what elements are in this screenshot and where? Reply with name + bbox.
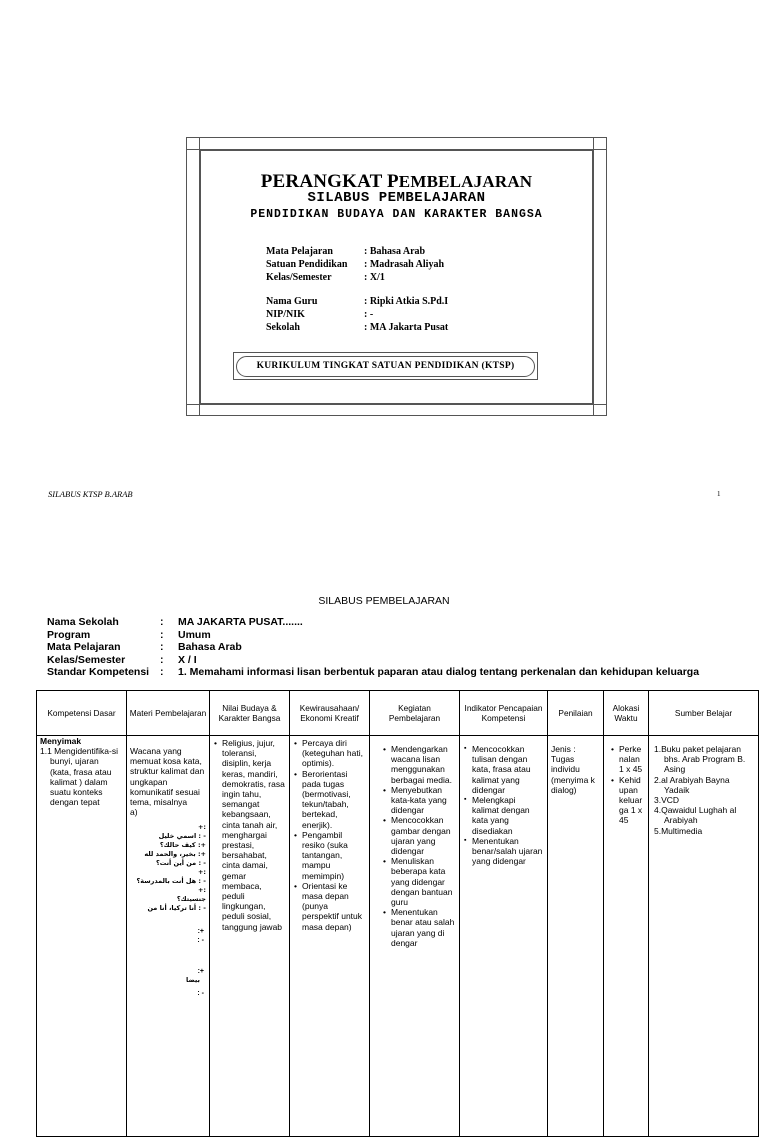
column-header: Kompetensi Dasar: [37, 691, 127, 736]
indikator-cell: [460, 736, 548, 1137]
info-value: MA JAKARTA PUSAT.......: [178, 616, 303, 628]
arabic-line: جنسيتك؟: [176, 895, 206, 904]
cover-subtitle-2: PENDIDIKAN BUDAYA DAN KARAKTER BANGSA: [250, 208, 543, 221]
kd-heading: Menyimak: [40, 736, 82, 746]
sumber-cell: [649, 736, 759, 1137]
materi-cell: [127, 736, 210, 1137]
cover-subtitle: SILABUS PEMBELAJARAN: [307, 190, 486, 206]
frame-corner-tick: [594, 404, 607, 405]
cover-title: PERANGKAT PEMBELAJARAN: [260, 171, 533, 192]
column-header: Indikator Pencapaian Kompetensi: [460, 691, 548, 736]
column-header: Sumber Belajar: [649, 691, 759, 736]
list-item: ▪ Melengkapi kalimat dengan kata yang disediakan: [472, 795, 544, 836]
table-row: [37, 736, 759, 1137]
list-item: ▪ Menentukan benar/salah ujaran yang didengar: [472, 836, 544, 867]
arabic-line: - : اسمي خليل: [158, 832, 206, 841]
arabic-line: :+: [197, 868, 206, 877]
frame-corner-tick: [199, 405, 200, 416]
list-item: • Percaya diri (keteguhan hati, optimis).: [302, 738, 366, 769]
info-colon: :: [160, 666, 164, 678]
list-item: • Berorientasi pada tugas (bermotivasi, tekun/tabah, bertekad, enerjik).: [302, 769, 366, 830]
materi-item-a: a): [130, 807, 138, 818]
list-item: • Pengambil resiko (suka tantangan, mampu memimpin): [302, 830, 366, 881]
list-item: • Menentukan benar atau salah ujaran yang di dengar: [391, 907, 456, 948]
column-header: Kegiatan Pembelajaran: [370, 691, 460, 736]
info-label: Nama Sekolah: [47, 616, 119, 628]
frame-corner-tick: [594, 149, 607, 150]
nilai-cell: [210, 736, 290, 1137]
arabic-line: :+: [197, 823, 206, 832]
info-value: 1. Memahami informasi lisan berbentuk paparan atau dialog tentang perkenalan dan kehidupan keluarga: [178, 666, 700, 678]
dialog-mark: : -: [197, 990, 204, 998]
info-label: Standar Kompetensi: [47, 666, 150, 678]
info-colon: :: [160, 654, 164, 666]
list-item: 1.Buku paket pelajaran bhs. Arab Program B. Asing: [654, 744, 746, 775]
list-item: • Religius, jujur, toleransi, disiplin, kerja keras, mandiri, demokratis, rasa ingin tahu, semangat kebangsaan, cinta tanah air, menghargai prestasi, bersahabat, cinta damai, gemar membaca, peduli lingkungan, peduli sosial, tanggung jawab: [222, 738, 286, 932]
arabic-line: +: كيف حالك؟: [159, 841, 206, 850]
info-label: Mata Pelajaran: [47, 641, 121, 653]
kewirausahaan-list: [293, 738, 366, 932]
kd-text: 1.1 Mengidentifika-si bunyi, ujaran (kata, frasa atau kalimat ) dalam suatu konteks dengan tepat: [40, 746, 118, 808]
column-header: Alokasi Waktu: [604, 691, 649, 736]
kd-cell: [37, 736, 127, 1137]
dialog-tail: [130, 927, 206, 998]
cover-field-label: Satuan Pendidikan: [266, 259, 348, 270]
nilai-list: [213, 738, 286, 932]
list-item: • Orientasi ke masa depan (punya perspektif untuk masa depan): [302, 881, 366, 932]
table-header-row: [37, 691, 759, 736]
list-item: • Kehid upan keluar ga 1 x 45: [619, 775, 645, 826]
cover-field-value: : Ripki Atkia S.Pd.I: [364, 296, 449, 307]
alokasi-list: [607, 744, 645, 826]
frame-corner-tick: [186, 404, 199, 405]
info-colon: :: [160, 629, 164, 641]
doc-title: SILABUS PEMBELAJARAN: [318, 595, 450, 607]
kewirausahaan-cell: [290, 736, 370, 1137]
alokasi-cell: [604, 736, 649, 1137]
cover-field-label: NIP/NIK: [266, 309, 305, 320]
arabic-line: +: بخير، والحمد لله: [144, 850, 206, 859]
info-label: Program: [47, 629, 91, 641]
arabic-line: - : هل أنت بالمدرسة؟: [136, 877, 206, 886]
cover-field-value: : MA Jakarta Pusat: [364, 322, 449, 333]
list-item: • Mencocokkan gambar dengan ujaran yang didengar: [391, 815, 456, 856]
info-label: Kelas/Semester: [47, 654, 126, 666]
dialog-mark: :+: [197, 928, 204, 936]
list-item: 5.Multimedia: [654, 825, 703, 836]
dialog-mark: : -: [197, 937, 204, 945]
list-item: 3.VCD: [654, 795, 680, 806]
cover-field-label: Nama Guru: [266, 296, 318, 307]
cover-field-value: : -: [364, 309, 374, 320]
cover-field-value: : Bahasa Arab: [364, 246, 426, 257]
frame-corner-tick: [593, 405, 594, 416]
list-item: 4.Qawaidul Lughah al Arabiyah: [654, 805, 737, 826]
frame-corner-tick: [199, 137, 200, 149]
arabic-line: - : أنا تركيا، أنا من: [147, 904, 206, 913]
footer-doc-name: SILABUS KTSP B.ARAB: [48, 489, 133, 499]
arabic-line: بيضا: [186, 976, 200, 985]
curriculum-label: KURIKULUM TINGKAT SATUAN PENDIDIKAN (KTSP): [236, 356, 535, 377]
column-header: Materi Pembelajaran: [127, 691, 210, 736]
penilaian-text: Jenis : Tugas individu (menyima k dialog): [551, 744, 595, 795]
footer-page-number: 1: [717, 490, 721, 498]
column-header: Kewirausahaan/ Ekonomi Kreatif: [290, 691, 370, 736]
list-item: • Perke nalan 1 x 45: [619, 744, 645, 775]
frame-corner-tick: [593, 137, 594, 149]
info-value: X / I: [178, 654, 197, 666]
syllabus-table: [36, 690, 759, 1137]
frame-corner-tick: [186, 149, 199, 150]
list-item: • Menyebutkan kata-kata yang didengar: [391, 785, 456, 816]
indikator-list: [463, 744, 544, 866]
dialog-mark: :+: [197, 968, 204, 976]
column-header: Penilaian: [548, 691, 604, 736]
column-header: Nilai Budaya & Karakter Bangsa: [210, 691, 290, 736]
arabic-dialog: [130, 823, 206, 913]
list-item: ▪ Mencocokkan tulisan dengan kata, frasa atau kalimat yang didengar: [472, 744, 544, 795]
kegiatan-cell: [370, 736, 460, 1137]
penilaian-cell: [548, 736, 604, 1137]
arabic-line: - : من أين أنت؟: [155, 859, 206, 868]
list-item: 2.al Arabiyah Bayna Yadaik: [654, 774, 730, 795]
cover-field-label: Sekolah: [266, 322, 300, 333]
arabic-line: :+: [197, 886, 206, 895]
cover-field-value: : Madrasah Aliyah: [364, 259, 445, 270]
kegiatan-list: [373, 744, 456, 948]
info-value: Umum: [178, 629, 211, 641]
info-colon: :: [160, 641, 164, 653]
cover-field-value: : X/1: [364, 272, 385, 283]
info-colon: :: [160, 616, 164, 628]
cover-field-label: Mata Pelajaran: [266, 246, 333, 257]
info-value: Bahasa Arab: [178, 641, 242, 653]
cover-field-label: Kelas/Semester: [266, 272, 332, 283]
list-item: • Mendengarkan wacana lisan menggunakan berbagai media.: [391, 744, 456, 785]
list-item: • Menuliskan beberapa kata yang didengar dengan bantuan guru: [391, 856, 456, 907]
materi-text: Wacana yang memuat kosa kata, struktur kalimat dan ungkapan komunikatif sesuai tema, misalnya: [130, 746, 205, 808]
